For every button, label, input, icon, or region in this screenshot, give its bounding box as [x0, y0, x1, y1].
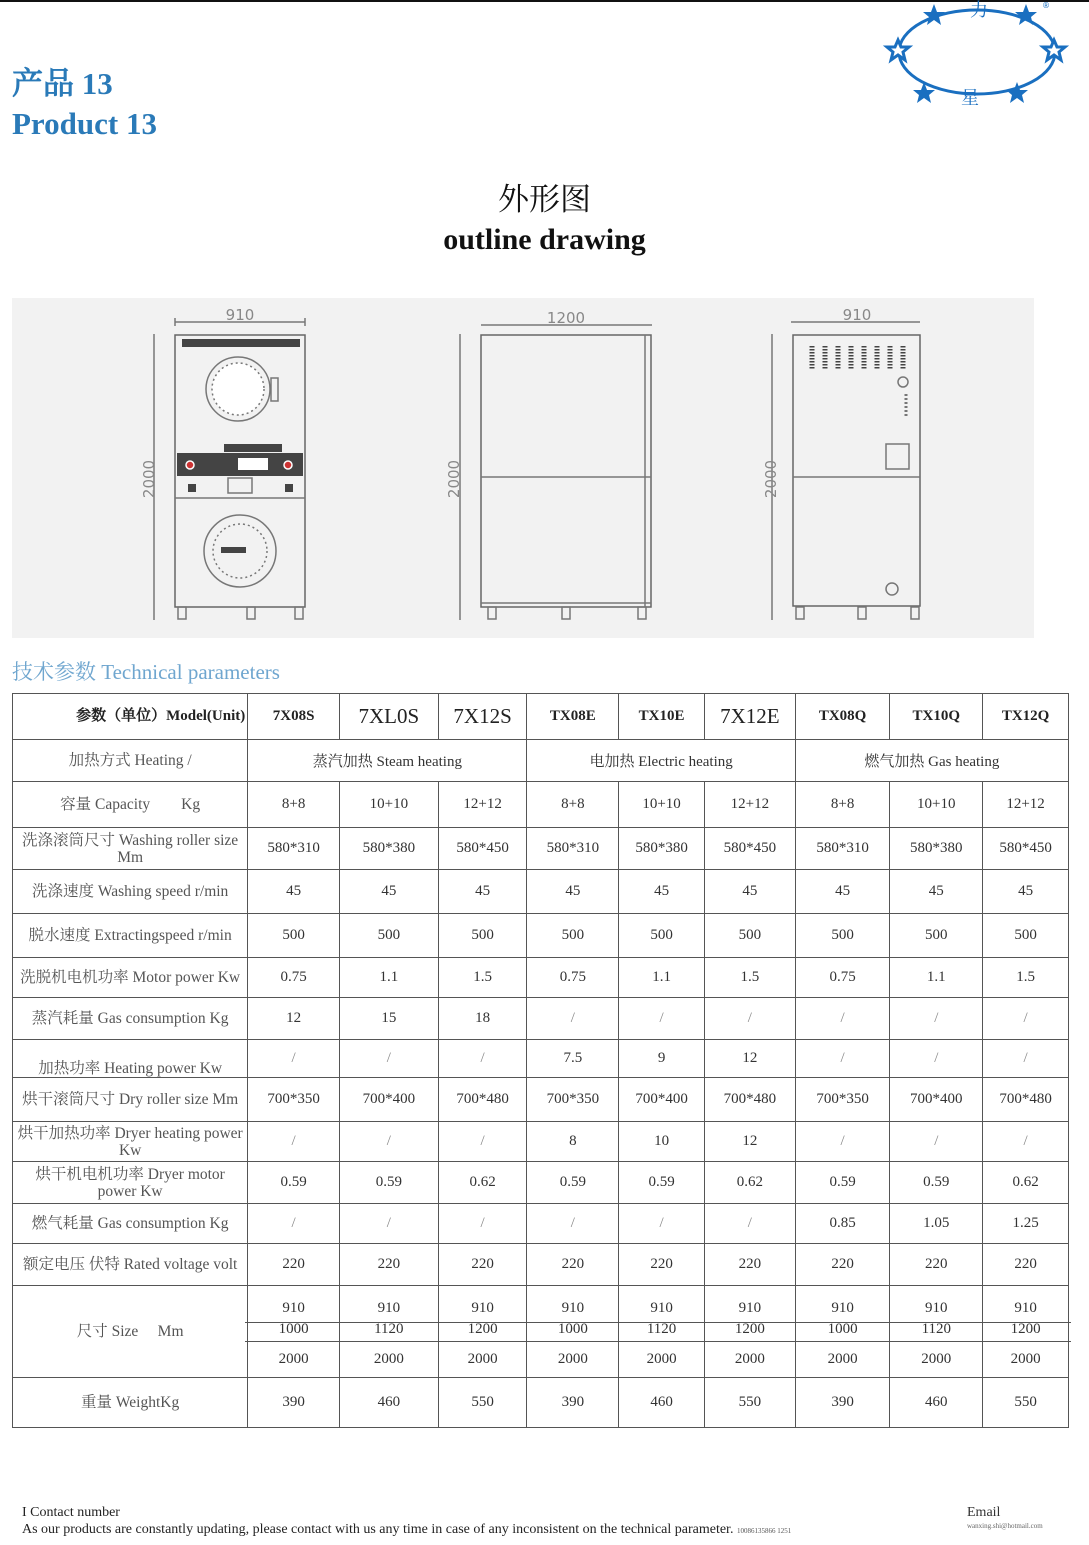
drawing-title	[0, 180, 1089, 260]
cell: 12	[704, 1040, 795, 1078]
table-row	[13, 914, 1069, 958]
cell: 580*450	[983, 828, 1069, 870]
product-title	[12, 64, 157, 144]
model-header: TX12Q	[983, 694, 1069, 740]
cell: 220	[890, 1244, 983, 1286]
size-cell: 910 1200 2000	[438, 1286, 527, 1378]
table-row	[13, 1162, 1069, 1204]
row-label: 燃气耗量 Gas consumption Kg	[13, 1204, 248, 1244]
row-label: 烘干滚筒尺寸 Dry roller size Mm	[13, 1078, 248, 1122]
model-header: TX10E	[619, 694, 705, 740]
cell: 500	[438, 914, 527, 958]
cell: /	[619, 1204, 705, 1244]
table-row	[13, 958, 1069, 998]
cell: 460	[339, 1378, 438, 1428]
cell: 0.59	[527, 1162, 619, 1204]
cell: 700*480	[704, 1078, 795, 1122]
cell: 1.1	[339, 958, 438, 998]
size-cell: 910 1120 2000	[619, 1286, 705, 1378]
cell: 12	[704, 1122, 795, 1162]
size-cell: 910 1200 2000	[704, 1286, 795, 1378]
table-row	[13, 998, 1069, 1040]
cell: 700*400	[890, 1078, 983, 1122]
cell: 390	[527, 1378, 619, 1428]
model-header: 7X12S	[438, 694, 527, 740]
cell: /	[339, 1122, 438, 1162]
cell: /	[890, 1040, 983, 1078]
cell: 12+12	[438, 782, 527, 828]
email-address[interactable]: wanxing.shi@hotmail.com	[967, 1522, 1043, 1530]
cell: 15	[339, 998, 438, 1040]
cell: 8	[527, 1122, 619, 1162]
heating-group-gas: 燃气加热 Gas heating	[795, 740, 1068, 782]
cell: 500	[339, 914, 438, 958]
cell: 12	[248, 998, 340, 1040]
cell: 700*350	[795, 1078, 890, 1122]
cell: 500	[983, 914, 1069, 958]
model-header: 7XL0S	[339, 694, 438, 740]
cell: /	[890, 998, 983, 1040]
cell: /	[438, 1122, 527, 1162]
cell: 500	[527, 914, 619, 958]
cell: /	[438, 1040, 527, 1078]
cell: 10+10	[339, 782, 438, 828]
row-label: 洗脱机电机功率 Motor power Kw	[13, 958, 248, 998]
cell: /	[983, 1040, 1069, 1078]
cell: 550	[704, 1378, 795, 1428]
cell: 0.62	[438, 1162, 527, 1204]
cell: 500	[704, 914, 795, 958]
cell: 0.59	[890, 1162, 983, 1204]
cell: 1.1	[619, 958, 705, 998]
footer-contact	[22, 1504, 791, 1540]
cell: 0.75	[527, 958, 619, 998]
side-height-label: 2000	[445, 459, 463, 499]
drawing-title-cn: 外形图	[498, 182, 591, 217]
cell: /	[983, 1122, 1069, 1162]
front-height-label: 2000	[140, 459, 158, 499]
cell: 8+8	[795, 782, 890, 828]
heating-group-electric: 电加热 Electric heating	[527, 740, 795, 782]
size-cell: 910 1000 2000	[248, 1286, 340, 1378]
update-notice: As our products are constantly updating, please contact with us any time in case of any inconsistent on the technical parameter.	[22, 1522, 734, 1537]
size-cell: 910 1120 2000	[339, 1286, 438, 1378]
cell: 580*380	[619, 828, 705, 870]
logo-top-char: 力	[970, 0, 988, 21]
model-header: TX08Q	[795, 694, 890, 740]
row-label: 洗涤速度 Washing speed r/min	[13, 870, 248, 914]
phone-number: 10086135866 1251	[736, 1527, 792, 1535]
table-row	[13, 1078, 1069, 1122]
back-width-label: 910	[842, 306, 872, 324]
cell: 18	[438, 998, 527, 1040]
cell: 580*450	[704, 828, 795, 870]
cell: 45	[248, 870, 340, 914]
cell: 700*480	[983, 1078, 1069, 1122]
contact-label: I Contact number	[22, 1505, 120, 1520]
product-title-en: Product 13	[12, 106, 157, 141]
header-label: 参数（单位）Model(Unit)	[13, 694, 248, 740]
size-row	[13, 1286, 1069, 1378]
cell: 1.25	[983, 1204, 1069, 1244]
cell: 220	[704, 1244, 795, 1286]
cell: 700*350	[527, 1078, 619, 1122]
cell: 0.59	[339, 1162, 438, 1204]
cell: /	[248, 1040, 340, 1078]
size-cell: 910 1120 2000	[890, 1286, 983, 1378]
cell: /	[438, 1204, 527, 1244]
cell: 0.62	[983, 1162, 1069, 1204]
cell: 10+10	[890, 782, 983, 828]
cell: 220	[438, 1244, 527, 1286]
model-header: TX10Q	[890, 694, 983, 740]
cell: 550	[983, 1378, 1069, 1428]
table-row	[13, 1204, 1069, 1244]
cell: 45	[890, 870, 983, 914]
cell: 580*450	[438, 828, 527, 870]
row-label: 加热功率 Heating power Kw	[13, 1040, 248, 1078]
front-width-label: 910	[225, 306, 255, 324]
cell: /	[619, 998, 705, 1040]
side-view-drawing	[460, 325, 652, 620]
weight-row	[13, 1378, 1069, 1428]
row-label: 脱水速度 Extractingspeed r/min	[13, 914, 248, 958]
cell: 1.1	[890, 958, 983, 998]
logo-bottom-char: 星	[961, 88, 979, 108]
size-cell: 910 1200 2000	[983, 1286, 1069, 1378]
cell: 500	[248, 914, 340, 958]
footer-email	[967, 1504, 1043, 1531]
cell: 0.59	[248, 1162, 340, 1204]
cell: 45	[704, 870, 795, 914]
cell: 700*400	[339, 1078, 438, 1122]
cell: 0.85	[795, 1204, 890, 1244]
cell: 550	[438, 1378, 527, 1428]
cell: 0.75	[795, 958, 890, 998]
cell: /	[527, 1204, 619, 1244]
cell: /	[339, 1040, 438, 1078]
cell: /	[983, 998, 1069, 1040]
cell: 0.62	[704, 1162, 795, 1204]
cell: 12+12	[704, 782, 795, 828]
cell: /	[704, 998, 795, 1040]
cell: 580*310	[527, 828, 619, 870]
cell: 460	[890, 1378, 983, 1428]
cell: 45	[619, 870, 705, 914]
cell: /	[248, 1204, 340, 1244]
back-height-label: 2000	[762, 459, 780, 499]
row-label: 额定电压 伏特 Rated voltage volt	[13, 1244, 248, 1286]
cell: 1.5	[983, 958, 1069, 998]
heating-group-steam: 蒸汽加热 Steam heating	[248, 740, 527, 782]
technical-parameters-heading: 技术参数 Technical parameters	[12, 660, 280, 684]
table-row	[13, 1122, 1069, 1162]
row-label: 尺寸 Size Mm	[13, 1286, 248, 1378]
row-label: 蒸汽耗量 Gas consumption Kg	[13, 998, 248, 1040]
registered-mark: ®	[1042, 1, 1050, 10]
cell: 8+8	[248, 782, 340, 828]
company-logo	[882, 0, 1072, 108]
cell: 580*380	[339, 828, 438, 870]
row-label: 容量 Capacity Kg	[13, 782, 248, 828]
cell: /	[527, 998, 619, 1040]
cell: 220	[619, 1244, 705, 1286]
back-view-drawing	[772, 322, 920, 620]
row-label: 重量 WeightKg	[13, 1378, 248, 1428]
cell: 7.5	[527, 1040, 619, 1078]
cell: 0.59	[619, 1162, 705, 1204]
row-label: 加热方式 Heating /	[13, 740, 248, 782]
heating-row	[13, 740, 1069, 782]
cell: 390	[795, 1378, 890, 1428]
cell: 45	[438, 870, 527, 914]
cell: /	[248, 1122, 340, 1162]
cell: 390	[248, 1378, 340, 1428]
table-row	[13, 1040, 1069, 1078]
table-row	[13, 870, 1069, 914]
model-header: TX08E	[527, 694, 619, 740]
cell: 45	[339, 870, 438, 914]
cell: 45	[983, 870, 1069, 914]
outline-drawings	[12, 298, 1034, 638]
cell: 10+10	[619, 782, 705, 828]
cell: 9	[619, 1040, 705, 1078]
cell: 700*350	[248, 1078, 340, 1122]
cell: 460	[619, 1378, 705, 1428]
cell: 12+12	[983, 782, 1069, 828]
table-row	[13, 828, 1069, 870]
cell: 220	[983, 1244, 1069, 1286]
row-label: 洗涤滚筒尺寸 Washing roller size Mm	[13, 828, 248, 870]
cell: 580*310	[795, 828, 890, 870]
cell: 580*310	[248, 828, 340, 870]
cell: 700*400	[619, 1078, 705, 1122]
cell: /	[795, 998, 890, 1040]
cell: /	[704, 1204, 795, 1244]
cell: 500	[890, 914, 983, 958]
row-label: 烘干机电机功率 Dryer motor power Kw	[13, 1162, 248, 1204]
cell: 0.59	[795, 1162, 890, 1204]
cell: 220	[527, 1244, 619, 1286]
side-width-label: 1200	[546, 309, 586, 327]
cell: 1.5	[704, 958, 795, 998]
email-label: Email	[967, 1505, 1001, 1520]
cell: /	[795, 1122, 890, 1162]
cell: 0.75	[248, 958, 340, 998]
cell: 220	[248, 1244, 340, 1286]
cell: 45	[795, 870, 890, 914]
cell: 500	[619, 914, 705, 958]
cell: 8+8	[527, 782, 619, 828]
table-header-row	[13, 694, 1069, 740]
cell: /	[339, 1204, 438, 1244]
technical-parameters-table	[12, 693, 1069, 1428]
cell: 220	[339, 1244, 438, 1286]
model-header: 7X08S	[248, 694, 340, 740]
table-row	[13, 1244, 1069, 1286]
row-label: 烘干加热功率 Dryer heating power Kw	[13, 1122, 248, 1162]
cell: 580*380	[890, 828, 983, 870]
model-header: 7X12E	[704, 694, 795, 740]
cell: 700*480	[438, 1078, 527, 1122]
cell: /	[795, 1040, 890, 1078]
size-cell: 910 1000 2000	[795, 1286, 890, 1378]
cell: 1.05	[890, 1204, 983, 1244]
drawing-title-en: outline drawing	[443, 223, 646, 256]
cell: 500	[795, 914, 890, 958]
front-view-drawing	[154, 318, 305, 620]
cell: /	[890, 1122, 983, 1162]
cell: 45	[527, 870, 619, 914]
cell: 1.5	[438, 958, 527, 998]
product-title-cn: 产品 13	[12, 66, 113, 101]
table-row	[13, 782, 1069, 828]
outline-drawing-panel	[12, 298, 1034, 638]
cell: 10	[619, 1122, 705, 1162]
size-cell: 910 1000 2000	[527, 1286, 619, 1378]
cell: 220	[795, 1244, 890, 1286]
